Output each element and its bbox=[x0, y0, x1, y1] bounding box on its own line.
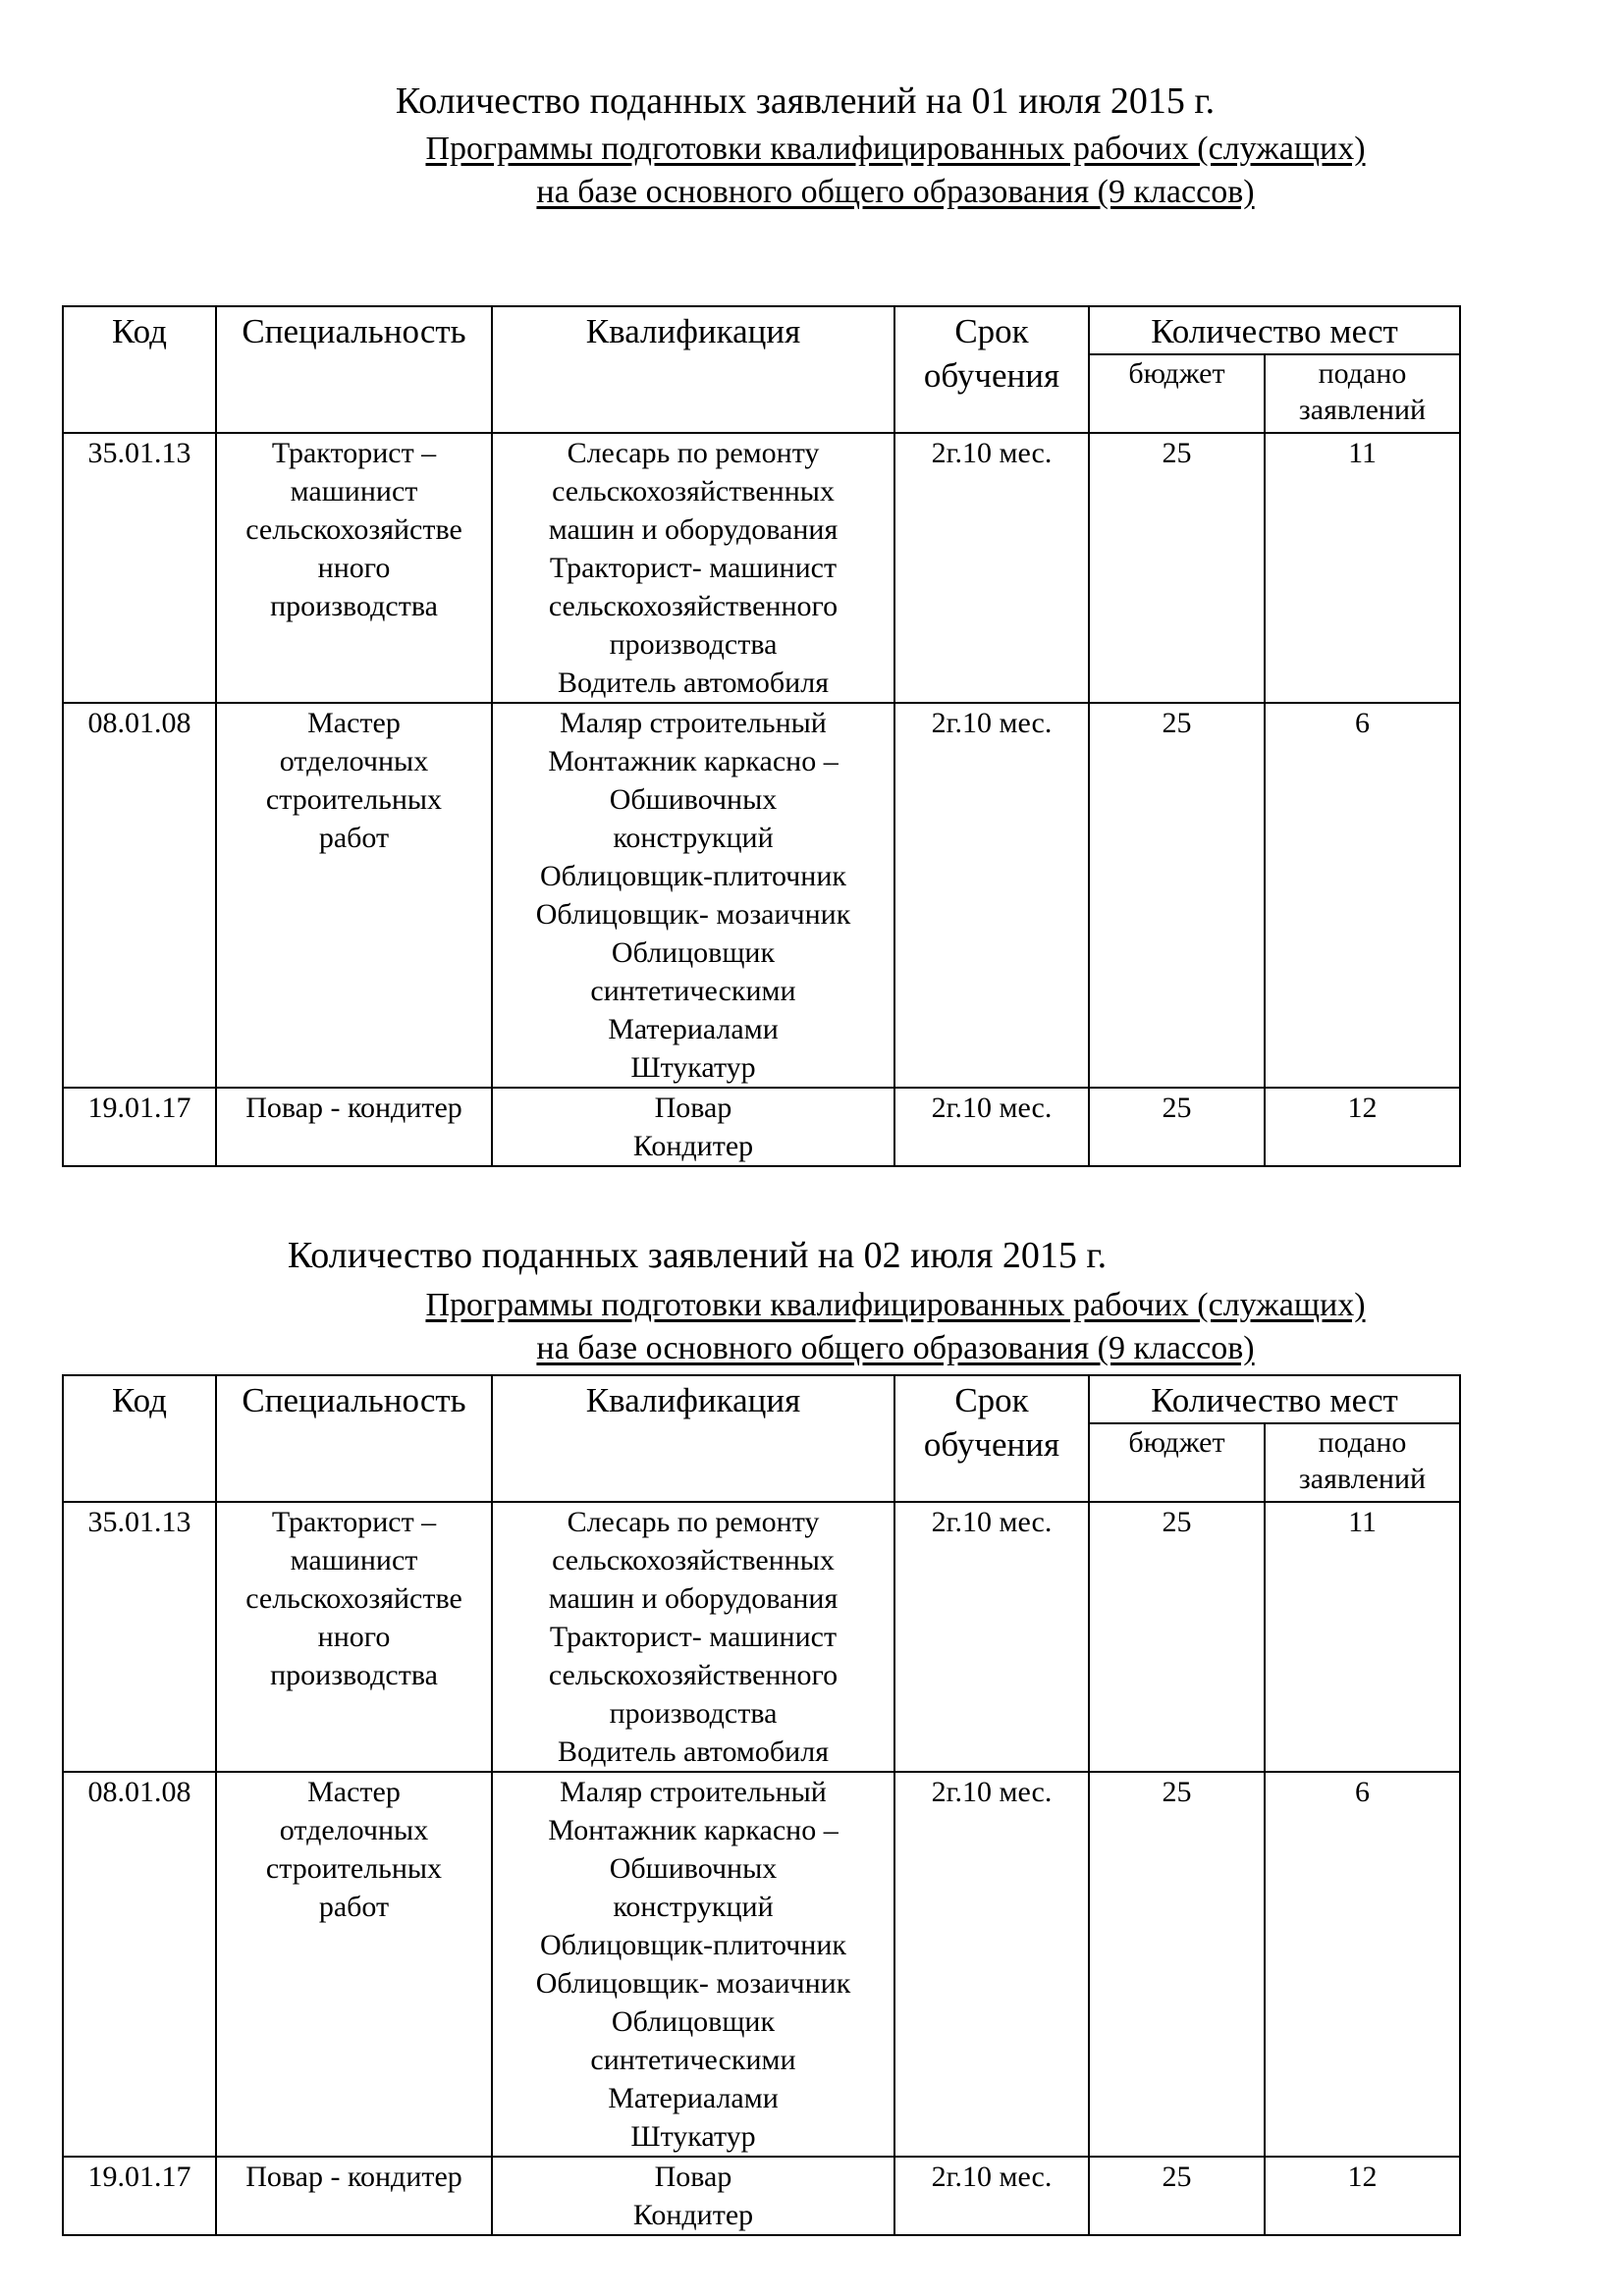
cell-code: 08.01.08 bbox=[63, 1772, 216, 2157]
header-qualification: Квалификация bbox=[492, 306, 894, 433]
cell-code: 19.01.17 bbox=[63, 1088, 216, 1166]
header-specialty: Специальность bbox=[216, 306, 492, 433]
header-places: Количество мест bbox=[1089, 1375, 1460, 1423]
cell-budget: 25 bbox=[1089, 703, 1265, 1088]
section-subtitle-line1: Программы подготовки квалифицированных рабочих (служащих) bbox=[425, 131, 1366, 167]
header-budget: бюджет bbox=[1089, 1423, 1265, 1502]
cell-budget: 25 bbox=[1089, 1088, 1265, 1166]
header-places: Количество мест bbox=[1089, 306, 1460, 354]
table-header-row bbox=[63, 306, 1460, 354]
table-header-row bbox=[63, 1375, 1460, 1423]
cell-term: 2г.10 мес. bbox=[894, 1502, 1089, 1772]
table-row bbox=[63, 1772, 1460, 2157]
cell-submitted: 6 bbox=[1265, 703, 1460, 1088]
cell-code: 08.01.08 bbox=[63, 703, 216, 1088]
cell-specialty: Повар - кондитер bbox=[216, 1088, 492, 1166]
cell-qualification: Повар Кондитер bbox=[492, 1088, 894, 1166]
header-term: Срок обучения bbox=[894, 1375, 1089, 1502]
header-specialty: Специальность bbox=[216, 1375, 492, 1502]
section-subtitle-line2: на базе основного общего образования (9 классов) bbox=[536, 1330, 1255, 1366]
cell-qualification: Маляр строительный Монтажник каркасно – Обшивочных конструкций Облицовщик-плиточник Облицовщик- мозаичник Облицовщик синтетическими Материалами Штукатур bbox=[492, 703, 894, 1088]
cell-term: 2г.10 мес. bbox=[894, 1088, 1089, 1166]
cell-term: 2г.10 мес. bbox=[894, 433, 1089, 703]
cell-qualification: Слесарь по ремонту сельскохозяйственных машин и оборудования Тракторист- машинист сельскохозяйственного производства Водитель автомобиля bbox=[492, 433, 894, 703]
section-subtitle-line2: на базе основного общего образования (9 классов) bbox=[536, 174, 1255, 210]
header-term: Срок обучения bbox=[894, 306, 1089, 433]
cell-budget: 25 bbox=[1089, 433, 1265, 703]
cell-qualification: Повар Кондитер bbox=[492, 2157, 894, 2235]
header-code: Код bbox=[63, 306, 216, 433]
table-row bbox=[63, 433, 1460, 703]
header-qualification: Квалификация bbox=[492, 1375, 894, 1502]
cell-specialty: Тракторист – машинист сельскохозяйстве нного производства bbox=[216, 433, 492, 703]
table-row bbox=[63, 1088, 1460, 1166]
header-budget: бюджет bbox=[1089, 354, 1265, 433]
cell-submitted: 11 bbox=[1265, 1502, 1460, 1772]
cell-code: 19.01.17 bbox=[63, 2157, 216, 2235]
cell-submitted: 11 bbox=[1265, 433, 1460, 703]
table-row bbox=[63, 703, 1460, 1088]
cell-specialty: Мастер отделочных строительных работ bbox=[216, 703, 492, 1088]
cell-qualification: Маляр строительный Монтажник каркасно – Обшивочных конструкций Облицовщик-плиточник Облицовщик- мозаичник Облицовщик синтетическими Материалами Штукатур bbox=[492, 1772, 894, 2157]
cell-submitted: 12 bbox=[1265, 2157, 1460, 2235]
table-row bbox=[63, 2157, 1460, 2235]
cell-specialty: Мастер отделочных строительных работ bbox=[216, 1772, 492, 2157]
cell-submitted: 12 bbox=[1265, 1088, 1460, 1166]
cell-budget: 25 bbox=[1089, 1772, 1265, 2157]
section-subtitle-line1: Программы подготовки квалифицированных рабочих (служащих) bbox=[425, 1287, 1366, 1323]
header-code: Код bbox=[63, 1375, 216, 1502]
header-submitted: подано заявлений bbox=[1265, 354, 1460, 433]
cell-submitted: 6 bbox=[1265, 1772, 1460, 2157]
cell-term: 2г.10 мес. bbox=[894, 2157, 1089, 2235]
cell-budget: 25 bbox=[1089, 1502, 1265, 1772]
table-row bbox=[63, 1502, 1460, 1772]
applications-table bbox=[62, 1374, 1461, 2236]
cell-budget: 25 bbox=[1089, 2157, 1265, 2235]
section-title: Количество поданных заявлений на 01 июля 2015 г. bbox=[395, 80, 1216, 122]
cell-term: 2г.10 мес. bbox=[894, 1772, 1089, 2157]
cell-specialty: Повар - кондитер bbox=[216, 2157, 492, 2235]
header-submitted: подано заявлений bbox=[1265, 1423, 1460, 1502]
cell-code: 35.01.13 bbox=[63, 433, 216, 703]
section-title: Количество поданных заявлений на 02 июля 2015 г. bbox=[287, 1235, 1108, 1276]
cell-specialty: Тракторист – машинист сельскохозяйстве нного производства bbox=[216, 1502, 492, 1772]
cell-qualification: Слесарь по ремонту сельскохозяйственных машин и оборудования Тракторист- машинист сельскохозяйственного производства Водитель автомобиля bbox=[492, 1502, 894, 1772]
applications-table bbox=[62, 305, 1461, 1167]
cell-code: 35.01.13 bbox=[63, 1502, 216, 1772]
cell-term: 2г.10 мес. bbox=[894, 703, 1089, 1088]
